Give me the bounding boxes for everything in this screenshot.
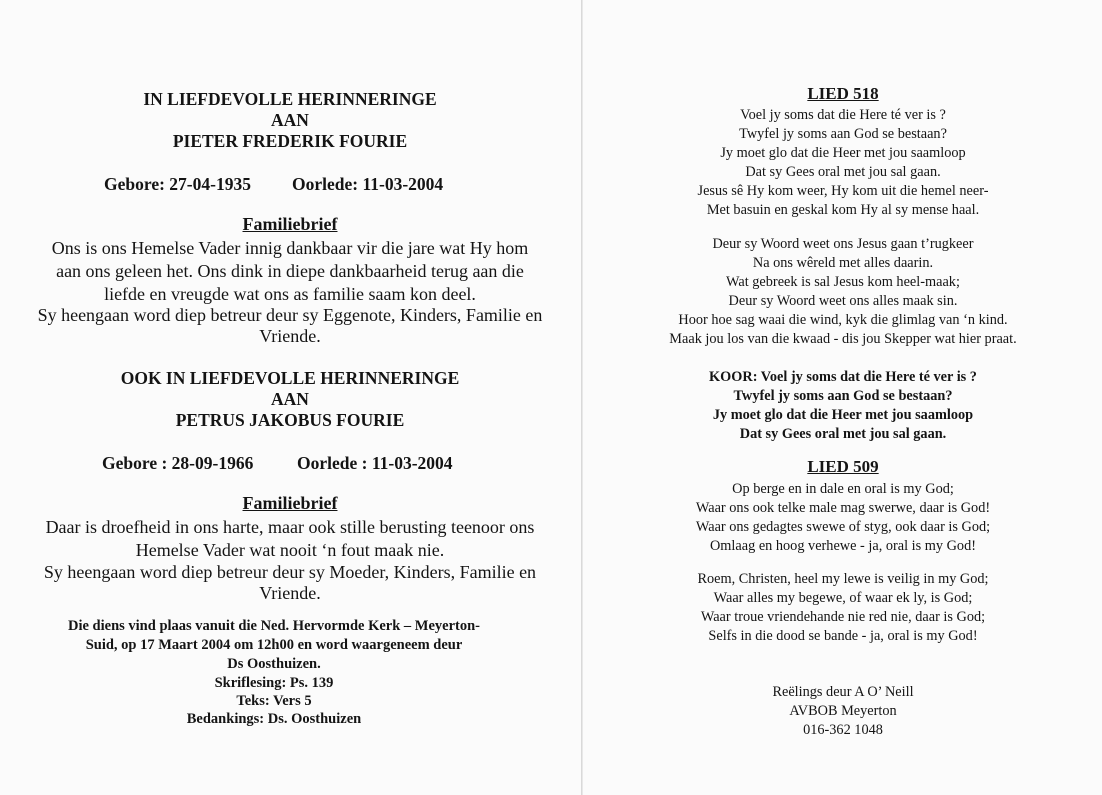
service-info: Suid, op 17 Maart 2004 om 12h00 en word waargeneem deur bbox=[85, 637, 463, 653]
hymn-line: Waar ons gedagtes swewe of styg, ook daar is God; bbox=[695, 519, 991, 535]
letter-line: liefde en vreugde wat ons as familie saam kon deel. bbox=[104, 284, 476, 304]
hymn-line: Waar ons ook telke male mag swerwe, daar is God! bbox=[695, 500, 991, 516]
service-info: Ds Oosthuizen. bbox=[227, 656, 321, 672]
chorus-line: Jy moet glo dat die Heer met jou saamloop bbox=[712, 407, 974, 423]
hymn-line: Roem, Christen, heel my lewe is veilig in my God; bbox=[697, 571, 989, 587]
service-info: Die diens vind plaas vanuit die Ned. Hervormde Kerk – Meyerton- bbox=[67, 618, 481, 634]
letter-line: aan ons geleen het. Ons dink in diepe dankbaarheid terug aan die bbox=[56, 261, 524, 281]
hymn-line: Met basuin en geskal kom Hy al sy mense haal. bbox=[706, 202, 980, 218]
right-page bbox=[584, 0, 1102, 795]
death-date: Oorlede: 11-03-2004 bbox=[292, 174, 444, 194]
hymn-line: Twyfel jy soms aan God se bestaan? bbox=[739, 126, 947, 142]
letter-line: Sy heengaan word diep betreur deur sy Eggenote, Kinders, Familie en bbox=[37, 305, 543, 325]
credits-phone: 016-362 1048 bbox=[803, 722, 883, 738]
chorus-line: KOOR: Voel jy soms dat die Here té ver is ? bbox=[709, 369, 977, 385]
hymn-line: Voel jy soms dat die Here té ver is ? bbox=[740, 107, 946, 123]
hymn-line: Selfs in die dood se bande - ja, oral is my God! bbox=[708, 628, 978, 644]
letter-line: Daar is droefheid in ons harte, maar ook stille berusting teenoor ons bbox=[45, 517, 535, 537]
letter-title: Familiebrief bbox=[242, 493, 338, 513]
chorus-line: Dat sy Gees oral met jou sal gaan. bbox=[739, 426, 947, 442]
letter-line: Vriende. bbox=[259, 326, 321, 346]
death-date: Oorlede : 11-03-2004 bbox=[297, 453, 453, 473]
letter-line: Hemelse Vader wat nooit ‘n fout maak nie. bbox=[135, 540, 445, 560]
letter-title: Familiebrief bbox=[242, 214, 338, 234]
deceased-name: PIETER FREDERIK FOURIE bbox=[172, 131, 408, 151]
hymn-title: LIED 509 bbox=[807, 457, 879, 476]
letter-line: Sy heengaan word diep betreur deur sy Moeder, Kinders, Familie en bbox=[43, 562, 537, 582]
memorial-aan: AAN bbox=[271, 389, 309, 409]
hymn-line: Deur sy Woord weet ons alles maak sin. bbox=[728, 293, 958, 309]
hymn-line: Omlaag en hoog verhewe - ja, oral is my God! bbox=[709, 538, 976, 554]
thanks-line: Bedankings: Ds. Oosthuizen bbox=[186, 711, 362, 727]
hymn-line: Maak jou los van die kwaad - dis jou Skepper wat hier praat. bbox=[669, 331, 1017, 347]
memorial-heading: IN LIEFDEVOLLE HERINNERINGE bbox=[143, 89, 437, 109]
memorial-aan: AAN bbox=[271, 110, 309, 130]
hymn-line: Jesus sê Hy kom weer, Hy kom uit die hemel neer- bbox=[697, 183, 989, 199]
hymn-line: Hoor hoe sag waai die wind, kyk die glimlag van ‘n kind. bbox=[678, 312, 1008, 328]
chorus-line: Twyfel jy soms aan God se bestaan? bbox=[733, 388, 953, 404]
scripture-reading: Skriflesing: Ps. 139 bbox=[214, 675, 334, 691]
memorial-heading: OOK IN LIEFDEVOLLE HERINNERINGE bbox=[120, 368, 460, 388]
credits-line: AVBOB Meyerton bbox=[789, 703, 897, 719]
page-fold bbox=[581, 0, 583, 795]
sermon-text: Teks: Vers 5 bbox=[236, 693, 312, 709]
hymn-line: Op berge en in dale en oral is my God; bbox=[732, 481, 954, 497]
hymn-line: Na ons wêreld met alles daarin. bbox=[752, 255, 934, 271]
credits-line: Reëlings deur A O’ Neill bbox=[772, 684, 914, 700]
deceased-name: PETRUS JAKOBUS FOURIE bbox=[175, 410, 405, 430]
hymn-line: Wat gebreek is sal Jesus kom heel-maak; bbox=[726, 274, 960, 290]
birth-date: Gebore : 28-09-1966 bbox=[102, 453, 254, 473]
hymn-line: Waar troue vriendehande nie red nie, daar is God; bbox=[700, 609, 986, 625]
hymn-line: Dat sy Gees oral met jou sal gaan. bbox=[745, 164, 941, 180]
hymn-line: Jy moet glo dat die Heer met jou saamloop bbox=[720, 145, 966, 161]
letter-line: Vriende. bbox=[259, 583, 321, 603]
hymn-line: Waar alles my begewe, of waar ek ly, is God; bbox=[713, 590, 973, 606]
hymn-line: Deur sy Woord weet ons Jesus gaan t’rugkeer bbox=[712, 236, 974, 252]
hymn-title: LIED 518 bbox=[807, 84, 879, 103]
letter-line: Ons is ons Hemelse Vader innig dankbaar vir die jare wat Hy hom bbox=[51, 238, 529, 258]
birth-date: Gebore: 27-04-1935 bbox=[104, 174, 251, 194]
